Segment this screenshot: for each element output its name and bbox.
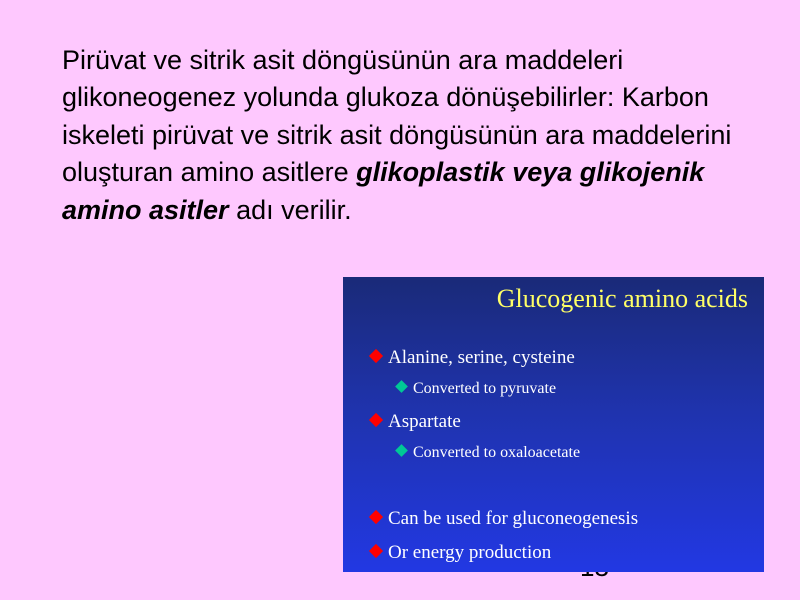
list-item-text: Aspartate: [388, 411, 461, 432]
list-item-text: Or energy production: [388, 542, 552, 563]
list-item: [371, 347, 575, 369]
list-item-text: Alanine, serine, cysteine: [388, 347, 575, 368]
list-item: [371, 411, 461, 433]
green-diamond-bullet-icon: [395, 444, 408, 457]
green-diamond-bullet-icon: [395, 380, 408, 393]
glucogenic-amino-acids-slide: [343, 277, 764, 572]
red-diamond-bullet-icon: [369, 510, 383, 524]
red-diamond-bullet-icon: [369, 544, 383, 558]
list-item: [371, 508, 638, 530]
paragraph-text: Pirüvat ve sitrik asit döngüsünün ara maddeleri glikoneogenez yolunda glukoza dönüşebilirler: Karbon iskeleti pirüvat ve sitrik asit döngüsünün ara maddelerini oluşturan amino asitlere: [62, 45, 732, 188]
red-diamond-bullet-icon: [369, 413, 383, 427]
paragraph-emphasis: glikoplastik veya glikojenik amino asitler: [62, 157, 705, 225]
list-item-text: Converted to oxaloacetate: [413, 444, 581, 461]
body-paragraph: [62, 42, 762, 229]
list-item-text: Converted to pyruvate: [413, 380, 557, 397]
list-item: [397, 380, 556, 398]
inset-title: Glucogenic amino acids: [496, 284, 748, 313]
list-item: [371, 542, 551, 564]
paragraph-text-end: adı verilir.: [228, 194, 352, 225]
red-diamond-bullet-icon: [369, 349, 383, 363]
list-item: [397, 444, 580, 462]
list-item-text: Can be used for gluconeogenesis: [388, 508, 639, 529]
